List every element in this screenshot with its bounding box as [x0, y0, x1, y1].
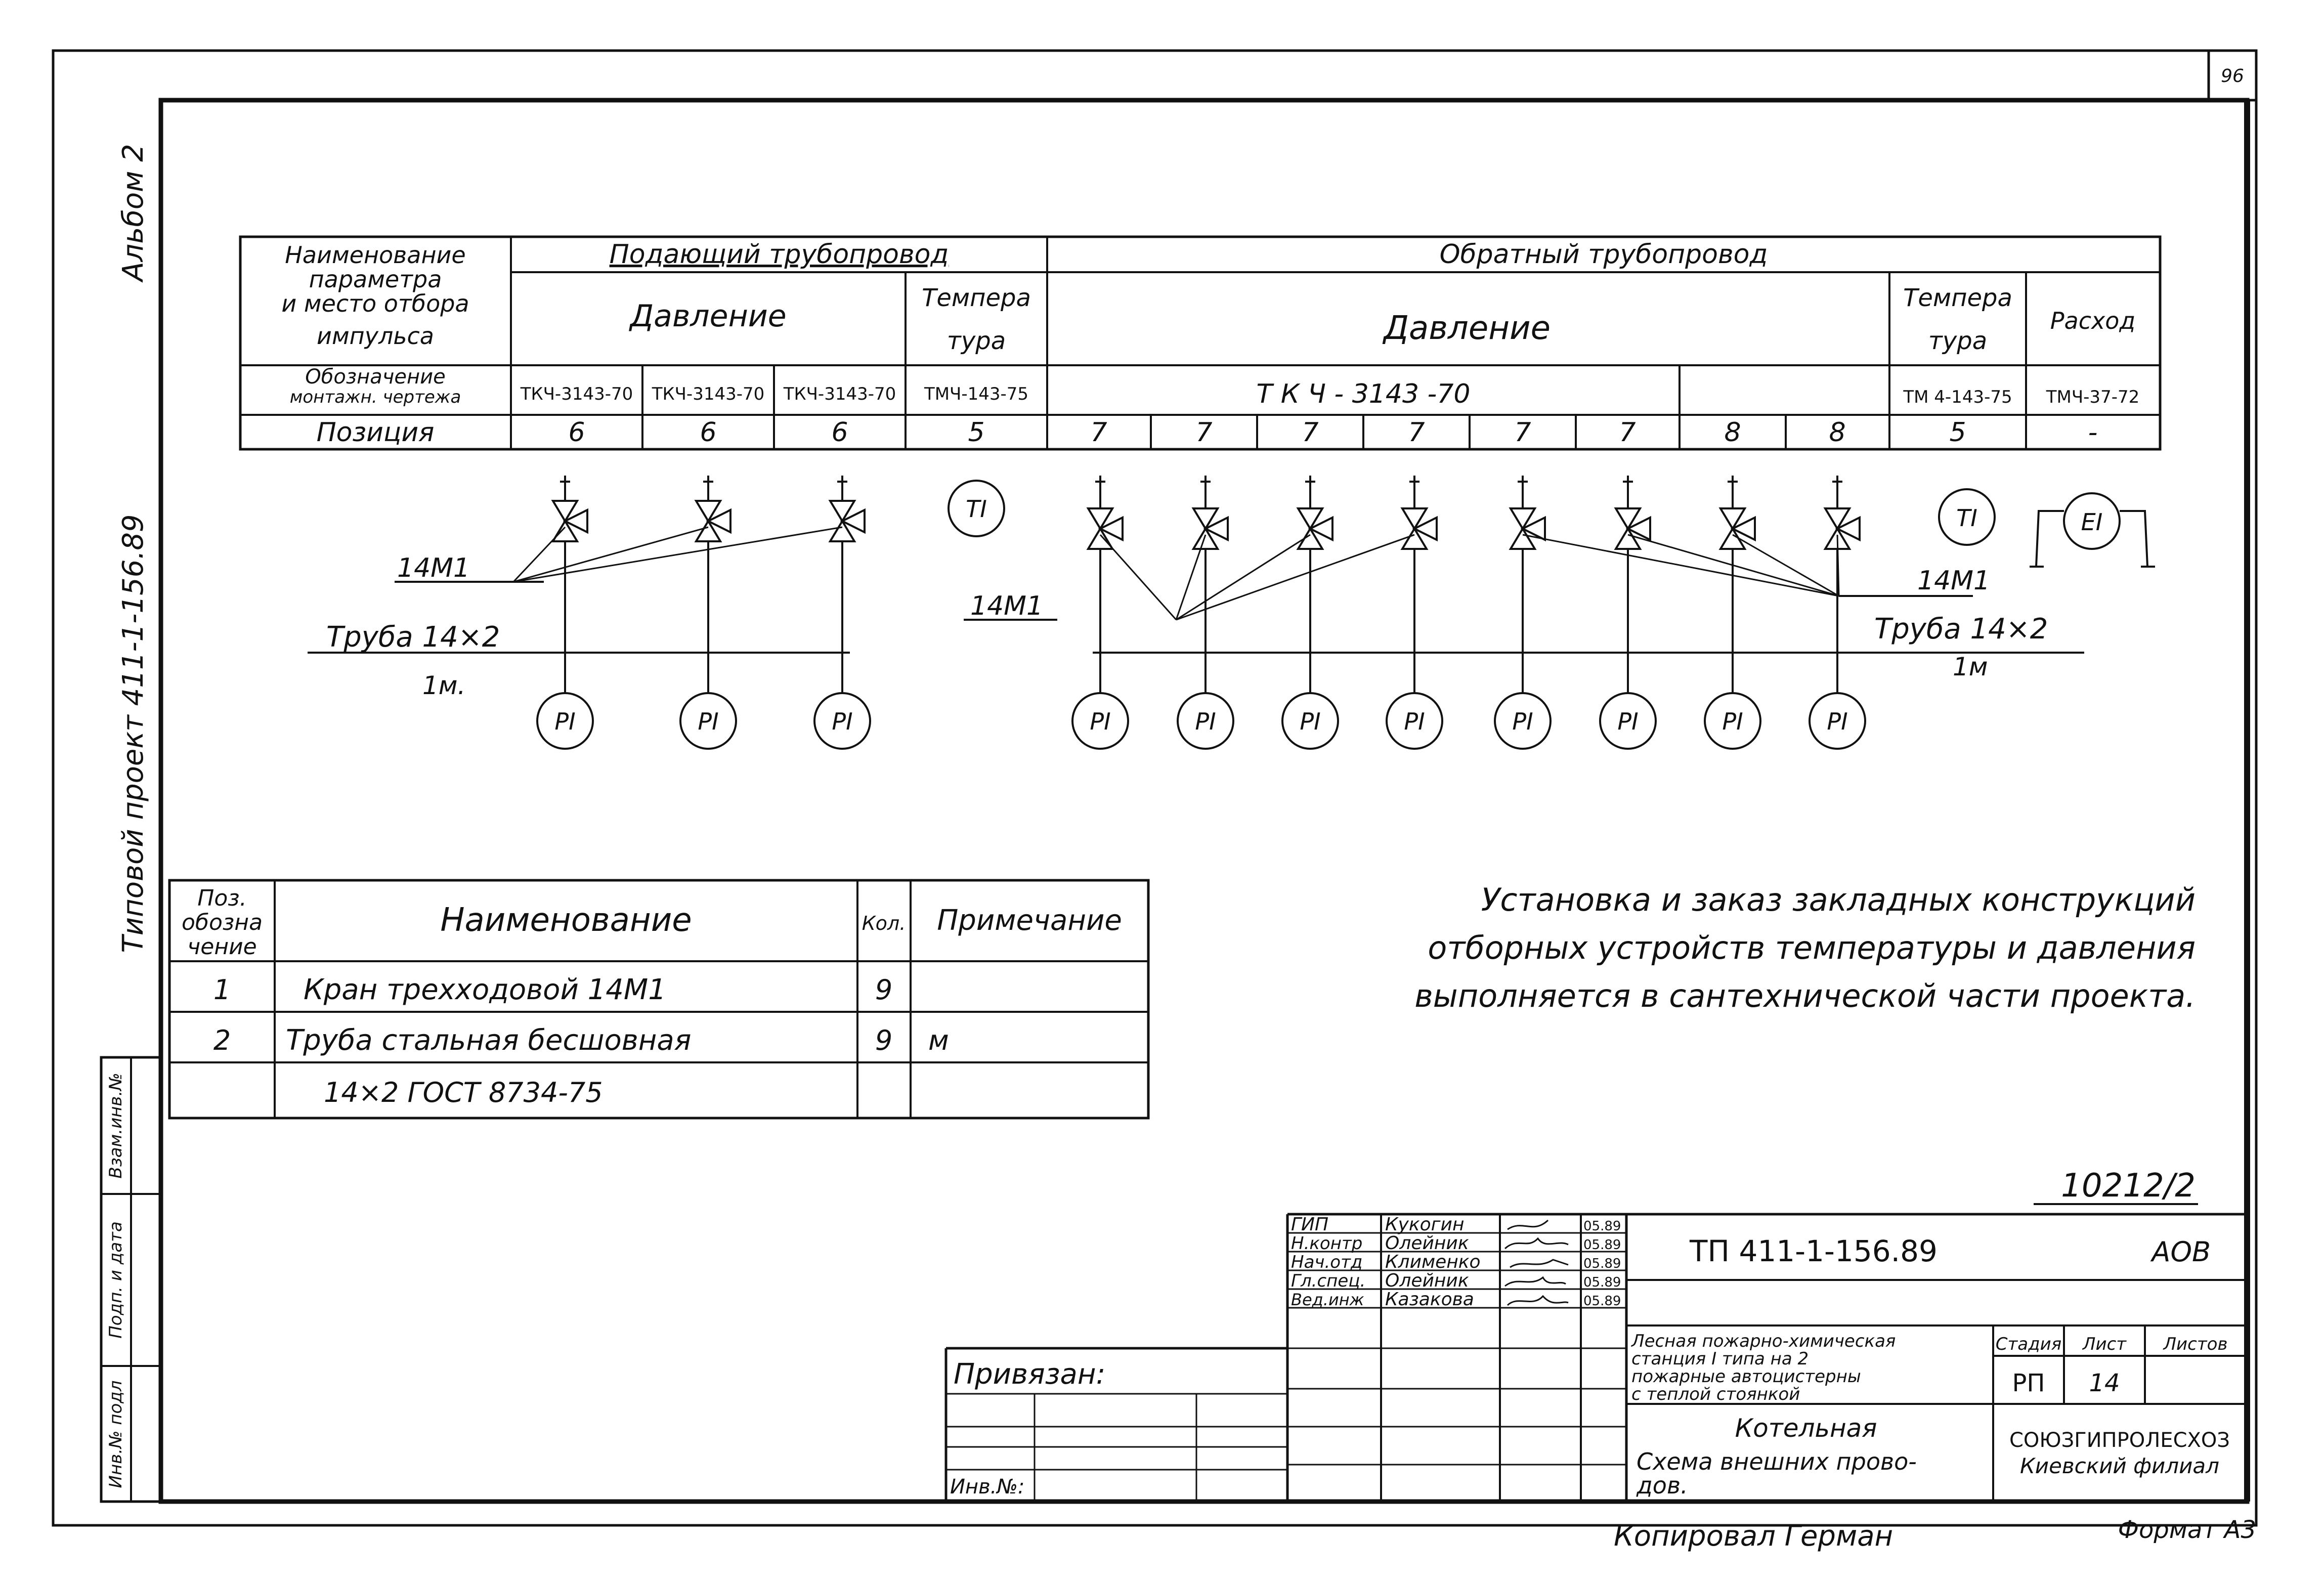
- date-1: 05.89: [1583, 1237, 1621, 1253]
- position-1: 6: [700, 417, 717, 448]
- position-9: 7: [1619, 417, 1636, 448]
- date-0: 05.89: [1583, 1219, 1621, 1234]
- role-0: ГИП: [1291, 1214, 1329, 1235]
- designation-2: ТКЧ-3143-70: [783, 384, 896, 404]
- spec-header-name: Наименование: [440, 902, 692, 939]
- pi-label-7: PI: [1512, 708, 1533, 735]
- note-line-0: Установка и заказ закладных конструкций: [1481, 881, 2196, 918]
- pressure-gauge-6: [1387, 693, 1442, 749]
- pi-label-5: PI: [1300, 708, 1321, 735]
- three-way-valve-6: [1402, 508, 1437, 549]
- return-temp-label-0: Темпера: [1903, 284, 2012, 312]
- position-11: 8: [1829, 417, 1846, 448]
- three-way-valve-10: [1825, 508, 1860, 549]
- three-way-valve-4: [1193, 508, 1228, 549]
- three-way-valve-5: [1298, 508, 1332, 549]
- name-3: Олейник: [1385, 1270, 1469, 1291]
- spec-row-0-qty: 9: [875, 974, 893, 1006]
- valve-column-10: [1810, 476, 1865, 749]
- three-way-valve-2: [830, 501, 865, 541]
- pressure-gauge-8: [1600, 693, 1656, 749]
- building-name: Котельная: [1735, 1414, 1877, 1443]
- inv-label: Инв.№:: [950, 1475, 1025, 1499]
- return-temp-label-1: тура: [1928, 327, 1988, 355]
- object-line-1: станция I типа на 2: [1631, 1349, 1809, 1369]
- position-12: 5: [1949, 417, 1966, 448]
- valve-leader-9: [1733, 535, 1839, 596]
- three-way-valve-7: [1511, 508, 1545, 549]
- org-line-0: СОЮЗГИПРОЛЕСХОЗ: [2009, 1429, 2230, 1452]
- document-mark: АОВ: [2151, 1236, 2211, 1268]
- stamp-label-1: Подп. и дата: [106, 1221, 126, 1339]
- object-line-2: пожарные автоцистерны: [1631, 1366, 1861, 1387]
- valve-leader-7: [1523, 535, 1839, 596]
- name-4: Казакова: [1385, 1289, 1474, 1310]
- date-2: 05.89: [1583, 1256, 1621, 1271]
- supply-temperature-sensor: [949, 481, 1004, 536]
- designation-0: ТКЧ-3143-70: [520, 384, 633, 404]
- title-block: [946, 1214, 2247, 1502]
- date-3: 05.89: [1583, 1275, 1621, 1290]
- object-line-0: Лесная пожарно-химическая: [1631, 1331, 1896, 1351]
- spec-row-0-pos: 1: [213, 974, 231, 1006]
- position-7: 7: [1408, 417, 1425, 448]
- header-label-1: параметра: [309, 266, 442, 293]
- sheets-label: Листов: [2163, 1334, 2228, 1354]
- left-pipe-label: Труба 14×2: [326, 621, 500, 654]
- margin-stamp-strip: [101, 1057, 161, 1502]
- valve-column-4: [1176, 476, 1233, 749]
- name-1: Олейник: [1385, 1233, 1469, 1254]
- pressure-gauge-3: [1072, 693, 1128, 749]
- position-6: 7: [1302, 417, 1319, 448]
- designation-label-1: монтажн. чертежа: [289, 387, 461, 407]
- document-code: ТП 411-1-156.89: [1690, 1234, 1938, 1268]
- valve-column-7: [1495, 476, 1839, 749]
- header-label-3: импульса: [317, 322, 434, 350]
- pi-label-3: PI: [1090, 708, 1111, 735]
- designation-7: ТМЧ-37-72: [2046, 387, 2140, 407]
- stage-value: РП: [2012, 1369, 2045, 1397]
- date-4: 05.89: [1583, 1294, 1621, 1309]
- spec-row-2-name: 14×2 ГОСТ 8734-75: [324, 1077, 603, 1108]
- installation-note: [1414, 881, 2196, 1014]
- supply-pressure-label: Давление: [630, 298, 787, 334]
- ei-label: EI: [2081, 508, 2103, 536]
- three-way-valve-3: [1088, 508, 1123, 549]
- designation-label-0: Обозначение: [305, 365, 446, 389]
- album-label: Альбом 2: [117, 144, 150, 281]
- three-way-valve-8: [1616, 508, 1650, 549]
- designation-4: Т К Ч - 3143 -70: [1256, 379, 1471, 409]
- pressure-gauge-4: [1178, 693, 1233, 749]
- spec-header-pos-1: обозна: [181, 910, 263, 935]
- role-2: Нач.отд: [1291, 1252, 1363, 1272]
- spec-row-1-note: м: [928, 1024, 949, 1056]
- pressure-gauge-0: [537, 693, 593, 749]
- sheet-value: 14: [2089, 1369, 2120, 1397]
- supply-temp-label-1: тура: [946, 327, 1006, 355]
- spec-row-1-qty: 9: [875, 1024, 893, 1056]
- spec-row-1-pos: 2: [213, 1024, 231, 1056]
- name-0: Кукогин: [1385, 1214, 1465, 1235]
- position-8: 7: [1514, 417, 1531, 448]
- valve-leader-4: [1176, 535, 1206, 620]
- note-line-2: выполняется в сантехнической части проекта.: [1414, 977, 2196, 1014]
- stage-label: Стадия: [1995, 1334, 2062, 1354]
- position-3: 5: [968, 417, 985, 448]
- stamp-label-2: Инв.№ подл: [106, 1380, 126, 1488]
- three-way-valve-9: [1720, 508, 1755, 549]
- sheet-number: 96: [2221, 66, 2244, 87]
- pi-label-4: PI: [1195, 708, 1216, 735]
- valve-column-9: [1705, 476, 1839, 749]
- pressure-gauge-1: [680, 693, 736, 749]
- sheet-label: Лист: [2082, 1334, 2127, 1354]
- drawing-line-1: дов.: [1637, 1472, 1688, 1499]
- spec-header-note: Примечание: [937, 904, 1122, 937]
- return-temperature-sensor: [1939, 489, 1995, 545]
- supply-group-label: Подающий трубопровод: [609, 239, 949, 270]
- position-5: 7: [1195, 417, 1213, 448]
- spec-row-0-name: Кран трехходовой 14М1: [304, 973, 666, 1006]
- valve-column-3: [1072, 476, 1176, 749]
- pressure-gauge-2: [814, 693, 870, 749]
- right-valve-label: 14М1: [1917, 566, 1991, 596]
- flow-meter: [2030, 493, 2155, 567]
- piping-diagram: [308, 476, 2155, 749]
- position-10: 8: [1724, 417, 1741, 448]
- valve-column-1: [513, 476, 736, 749]
- right-pipe-label: Труба 14×2: [1874, 613, 2048, 646]
- supply-temp-label-0: Темпера: [922, 284, 1031, 312]
- position-2: 6: [831, 417, 848, 448]
- binding-label: Привязан:: [954, 1358, 1106, 1391]
- valve-leader-0: [513, 527, 565, 582]
- spec-header-pos-0: Поз.: [197, 885, 247, 911]
- name-2: Клименко: [1385, 1252, 1481, 1272]
- header-label-2: и место отбора: [281, 290, 469, 317]
- position-4: 7: [1090, 417, 1107, 448]
- valve-columns: [513, 476, 1865, 749]
- object-line-3: с теплой стоянкой: [1631, 1384, 1800, 1404]
- pressure-gauge-10: [1810, 693, 1865, 749]
- pressure-gauge-5: [1282, 693, 1338, 749]
- role-4: Вед.инж: [1291, 1290, 1364, 1309]
- paper-format: Формат А3: [2118, 1516, 2256, 1544]
- pi-label-10: PI: [1827, 708, 1848, 735]
- spec-header-qty: Кол.: [862, 912, 906, 934]
- spec-table: [169, 880, 1148, 1118]
- left-valve-label: 14М1: [397, 553, 470, 583]
- org-line-1: Киевский филиал: [2019, 1453, 2220, 1478]
- valve-leader-3: [1100, 535, 1176, 620]
- pressure-gauge-9: [1705, 693, 1760, 749]
- pi-label-6: PI: [1404, 708, 1425, 735]
- valve-column-8: [1600, 476, 1839, 749]
- pi-label-0: PI: [554, 708, 576, 735]
- designation-6: ТМ 4-143-75: [1903, 387, 2012, 407]
- pi-label-8: PI: [1617, 708, 1639, 735]
- position-label: Позиция: [316, 417, 435, 448]
- params-table: [240, 237, 2160, 449]
- position-0: 6: [568, 417, 585, 448]
- spec-header-pos-2: чение: [187, 934, 257, 960]
- position-13: -: [2088, 417, 2098, 448]
- copied-by: Копировал Герман: [1614, 1520, 1893, 1553]
- designation-3: ТМЧ-143-75: [924, 384, 1029, 404]
- header-label-0: Наименование: [285, 241, 466, 269]
- pressure-gauge-7: [1495, 693, 1551, 749]
- three-way-valve-1: [696, 501, 730, 541]
- spec-row-1-name: Труба стальная бесшовная: [286, 1024, 692, 1057]
- left-length-label: 1м.: [422, 671, 466, 700]
- return-pressure-label: Давление: [1383, 310, 1551, 347]
- note-line-1: отборных устройств температуры и давления: [1428, 929, 2196, 966]
- valve-column-0: [513, 476, 593, 749]
- role-1: Н.контр: [1291, 1233, 1363, 1254]
- stamp-label-0: Взам.инв.№: [106, 1073, 126, 1179]
- role-3: Гл.спец.: [1291, 1271, 1366, 1291]
- flow-label: Расход: [2050, 307, 2136, 334]
- pi-label-2: PI: [832, 708, 853, 735]
- middle-valve-label: 14М1: [970, 591, 1044, 621]
- pi-label-1: PI: [698, 708, 719, 735]
- return-ti-label: TI: [1956, 504, 1977, 532]
- right-length-label: 1м: [1953, 652, 1988, 681]
- supply-ti-label: TI: [966, 495, 987, 523]
- drawing-line-0: Схема внешних прово-: [1637, 1448, 1917, 1475]
- return-group-label: Обратный трубопровод: [1439, 239, 1768, 270]
- designation-1: ТКЧ-3143-70: [652, 384, 765, 404]
- pi-label-9: PI: [1722, 708, 1743, 735]
- project-label: Типовой проект 411-1-156.89: [117, 514, 150, 953]
- archive-number: 10212/2: [2061, 1167, 2196, 1205]
